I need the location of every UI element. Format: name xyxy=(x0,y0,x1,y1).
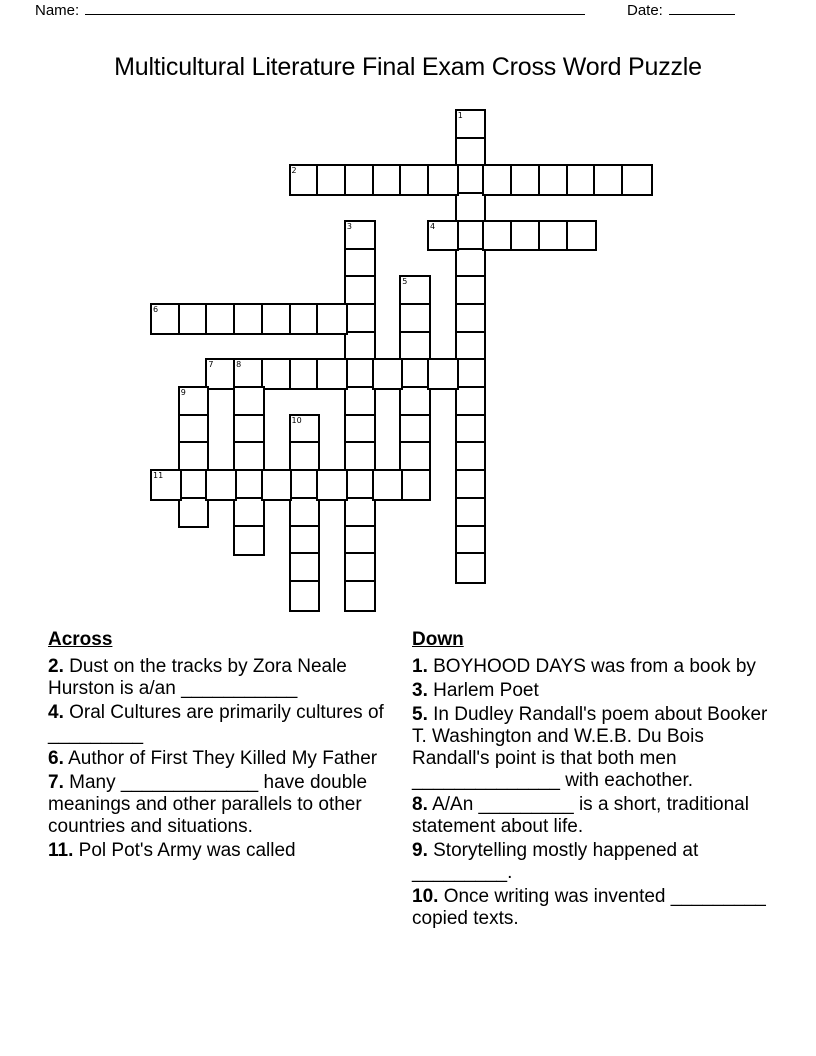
crossword-cell[interactable] xyxy=(261,469,293,501)
down-clue xyxy=(412,656,772,678)
across-clue xyxy=(48,748,398,770)
name-field[interactable] xyxy=(35,0,585,21)
crossword-cell[interactable] xyxy=(399,469,431,501)
clue-text: Dust on the tracks by Zora Neale Hurston is a/an ___________ xyxy=(48,656,347,699)
clue-text: Once writing was invented _________ copied texts. xyxy=(412,886,766,929)
across-clue xyxy=(48,840,398,862)
date-field[interactable] xyxy=(627,0,735,21)
crossword-cell[interactable] xyxy=(427,164,459,196)
clue-number: 7. xyxy=(48,772,64,793)
cell-number: 1 xyxy=(457,111,463,120)
crossword-cell[interactable] xyxy=(205,469,237,501)
across-clues xyxy=(48,628,398,864)
down-clues xyxy=(412,628,772,932)
crossword-cell[interactable] xyxy=(621,164,653,196)
clue-number: 2. xyxy=(48,656,64,677)
clue-number: 11. xyxy=(48,840,74,861)
crossword-grid xyxy=(151,110,711,630)
clue-number: 6. xyxy=(48,748,64,769)
crossword-cell[interactable] xyxy=(289,580,321,612)
page-title: Multicultural Literature Final Exam Cross Word Puzzle xyxy=(114,53,702,81)
crossword-cell[interactable] xyxy=(178,497,210,529)
across-heading: Across xyxy=(48,629,113,650)
cell-number: 11 xyxy=(153,471,164,481)
cell-number: 8 xyxy=(236,360,242,370)
clue-text: A/An _________ is a short, traditional statement about life. xyxy=(412,794,749,837)
clue-text: Harlem Poet xyxy=(427,680,539,701)
clue-number: 1. xyxy=(412,656,428,677)
across-clue xyxy=(48,772,398,838)
clue-text: Author of First They Killed My Father xyxy=(63,748,378,769)
crossword-cell[interactable] xyxy=(316,303,348,335)
cell-number: 5 xyxy=(402,277,408,287)
down-heading: Down xyxy=(412,629,464,650)
cell-number: 10 xyxy=(291,415,302,425)
clue-number: 8. xyxy=(412,794,428,815)
clue-text: Oral Cultures are primarily cultures of _________ xyxy=(48,702,384,745)
across-clue xyxy=(48,702,398,746)
clue-text: Many _____________ have double meanings and other parallels to other countries and situations. xyxy=(48,772,368,837)
cell-number: 6 xyxy=(153,304,159,314)
cell-number: 7 xyxy=(208,360,214,370)
down-clue xyxy=(412,840,772,884)
crossword-cell[interactable] xyxy=(316,469,348,501)
crossword-cell[interactable] xyxy=(233,525,265,557)
clue-number: 4. xyxy=(48,702,64,723)
clue-text: Storytelling mostly happened at _________. xyxy=(412,840,699,883)
clue-text: BOYHOOD DAYS was from a book by xyxy=(427,656,756,677)
down-clue xyxy=(412,680,772,702)
cell-number: 4 xyxy=(430,221,436,231)
clue-number: 5. xyxy=(412,704,428,725)
clue-text: Pol Pot's Army was called xyxy=(73,840,296,861)
cell-number: 9 xyxy=(180,388,186,397)
crossword-cell[interactable] xyxy=(372,358,404,390)
crossword-cell[interactable] xyxy=(344,580,376,612)
cell-number: 3 xyxy=(346,221,352,231)
clue-number: 9. xyxy=(412,840,428,861)
crossword-cell[interactable] xyxy=(427,220,459,252)
crossword-cell[interactable] xyxy=(455,552,487,584)
name-label: Name: xyxy=(35,2,80,19)
clue-number: 3. xyxy=(412,680,428,701)
down-clue xyxy=(412,794,772,838)
clue-number: 10. xyxy=(412,886,439,907)
crossword-cell[interactable] xyxy=(427,358,459,390)
cell-number: 2 xyxy=(291,166,297,176)
name-blank[interactable] xyxy=(85,0,585,15)
crossword-cell[interactable] xyxy=(372,469,404,501)
across-clue xyxy=(48,656,398,700)
crossword-cell[interactable] xyxy=(150,469,182,501)
crossword-cell[interactable] xyxy=(566,220,598,252)
date-label: Date: xyxy=(627,2,663,19)
down-clue xyxy=(412,886,772,930)
clue-text: In Dudley Randall's poem about Booker T. Washington and W.E.B. Du Bois Randall's point is that both men ______________ with eachother. xyxy=(412,704,768,791)
down-clue xyxy=(412,704,772,792)
date-blank[interactable] xyxy=(669,0,735,15)
crossword-cell[interactable] xyxy=(316,358,348,390)
